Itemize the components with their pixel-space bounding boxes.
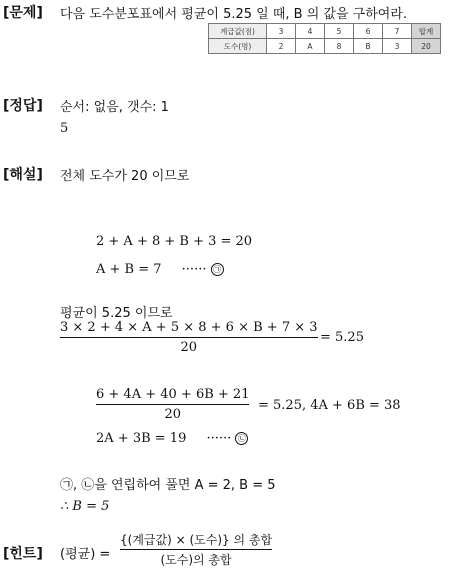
fraction-2-denominator: 20 [164, 407, 181, 422]
problem-text: 다음 도수분포표에서 평균이 5.25 일 때, B 의 값을 구하여라. [60, 7, 408, 22]
hint-fraction [120, 531, 272, 568]
solve-text: ㉠, ㉡을 연립하여 풀면 A = 2, B = 5 [60, 478, 276, 493]
table-cell: 4 [296, 24, 325, 39]
problem-label: [문제] [3, 5, 43, 21]
fraction-1-denominator: 20 [180, 340, 198, 355]
table-cell-total: 20 [412, 39, 441, 54]
hint-lhs: (평균) = [60, 547, 111, 562]
dots: ······ [206, 431, 232, 446]
table-cell: 2 [267, 39, 296, 54]
equation-2a-3b [96, 431, 248, 446]
hint-label: [힌트] [3, 546, 43, 562]
table-cell: 3 [383, 39, 412, 54]
fraction-2-rhs: = 5.25, 4A + 6B = 38 [258, 398, 401, 413]
equation-text: 2A + 3B = 19 [96, 431, 187, 446]
table-cell-header: 도수(명) [209, 39, 267, 54]
mark-2: ㉡ [235, 432, 248, 445]
conclusion: ∴ B = 5 [60, 499, 110, 514]
dots: ······ [181, 262, 207, 277]
fraction-bar [60, 337, 318, 338]
table-cell: A [296, 39, 325, 54]
table-cell-total: 합계 [412, 24, 441, 39]
equation-text: A + B = 7 [96, 262, 162, 277]
explanation-label: [해설] [3, 167, 43, 183]
fraction-1-rhs: = 5.25 [320, 330, 364, 345]
table-cell: 7 [383, 24, 412, 39]
hint-denominator: (도수)의 총합 [160, 553, 232, 567]
table-cell: 8 [325, 39, 354, 54]
table-cell-header: 계급값(점) [209, 24, 267, 39]
mark-1: ㉠ [211, 263, 224, 276]
answer-line-1: 순서: 없음, 갯수: 1 [60, 100, 169, 115]
frequency-table [208, 23, 441, 54]
table-cell: 5 [325, 24, 354, 39]
table-cell: 6 [354, 24, 383, 39]
fraction-1 [60, 320, 318, 355]
fraction-2-numerator: 6 + 4A + 40 + 6B + 21 [96, 387, 250, 402]
equation-total: 2 + A + 8 + B + 3 = 20 [96, 234, 253, 249]
answer-label: [정답] [3, 98, 43, 114]
fraction-bar [120, 549, 272, 550]
table-row [209, 39, 441, 54]
fraction-1-numerator: 3 × 2 + 4 × A + 5 × 8 + 6 × B + 7 × 3 [60, 320, 318, 335]
hint-numerator: {(계급값) × (도수)} 의 총합 [120, 533, 273, 547]
equation-a-plus-b [96, 262, 224, 277]
table-row [209, 24, 441, 39]
answer-line-2: 5 [60, 121, 69, 136]
fraction-bar [96, 404, 249, 405]
mean-intro: 평균이 5.25 이므로 [60, 306, 173, 321]
table-cell: 3 [267, 24, 296, 39]
table-cell: B [354, 39, 383, 54]
explanation-intro: 전체 도수가 20 이므로 [60, 169, 190, 184]
fraction-2 [96, 387, 249, 422]
